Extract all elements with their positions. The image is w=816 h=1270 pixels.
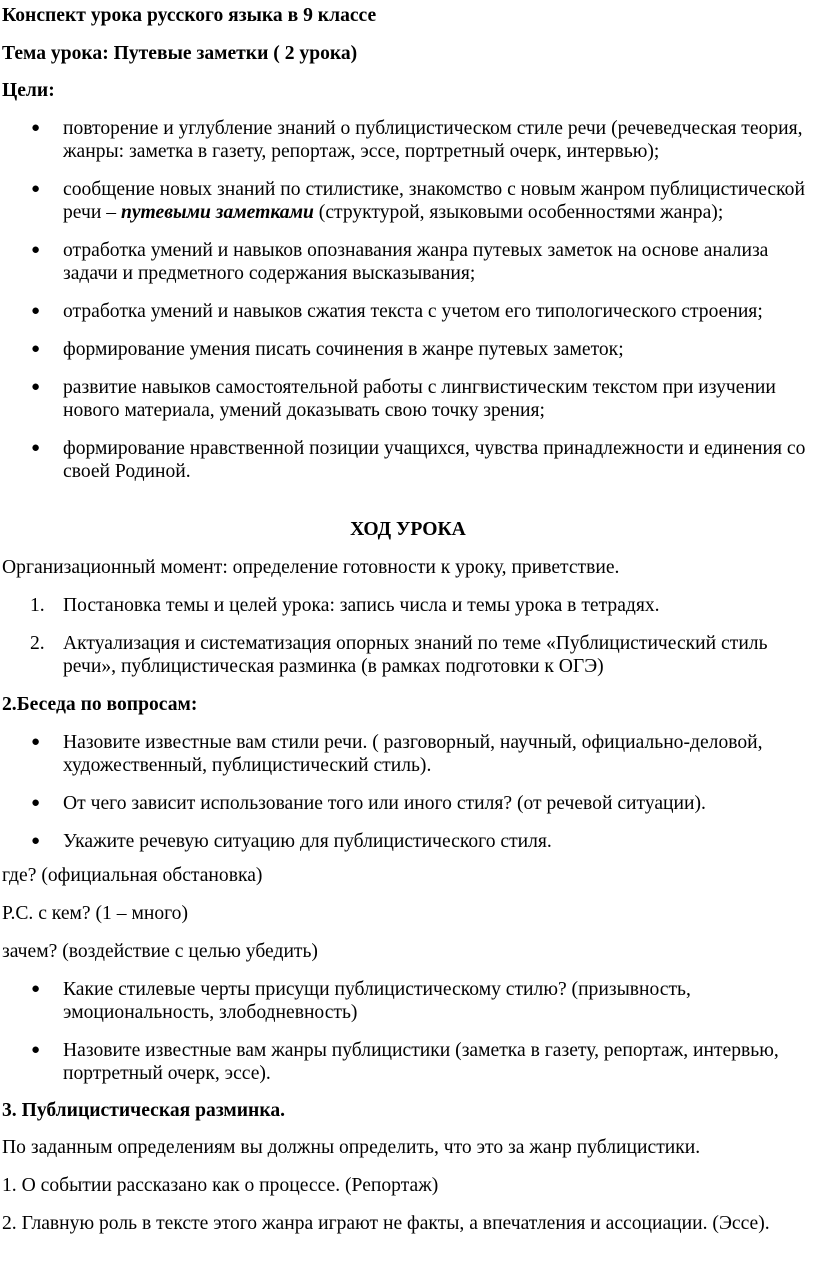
goals-heading: Цели: bbox=[2, 80, 55, 101]
doc-title: Конспект урока русского языка в 9 классе bbox=[2, 5, 377, 26]
step-text: Постановка темы и целей урока: запись числа и темы урока в тетрадях. bbox=[63, 595, 660, 616]
question-item bbox=[2, 731, 816, 777]
bullet-icon: ● bbox=[31, 440, 41, 456]
warmup-item: 1. О событии рассказано как о процессе. (Репортаж) bbox=[2, 1175, 439, 1196]
goal-emphasis: путевыми заметками bbox=[120, 202, 314, 223]
speech-where: где? (официальная обстановка) bbox=[2, 865, 263, 886]
goal-text: формирование умения писать сочинения в жанре путевых заметок; bbox=[63, 339, 624, 360]
course-heading: ХОД УРОКА bbox=[350, 519, 466, 540]
question-item bbox=[2, 830, 816, 853]
bullet-icon: ● bbox=[31, 833, 41, 849]
step-text: Актуализация и систематизация опорных знаний по теме «Публицистический стиль речи», публицистическая разминка (в рамках подготовки к ОГЭ) bbox=[63, 633, 768, 677]
goal-item bbox=[2, 239, 816, 285]
bullet-icon: ● bbox=[31, 981, 41, 997]
goal-text: формирование нравственной позиции учащихся, чувства принадлежности и единения со своей Родиной. bbox=[63, 438, 806, 482]
warmup-item: 2. Главную роль в тексте этого жанра играют не факты, а впечатления и ассоциации. (Эссе). bbox=[2, 1213, 770, 1234]
goal-text: развитие навыков самостоятельной работы с лингвистическим текстом при изучении нового материала, умений доказывать свою точку зрения; bbox=[63, 377, 776, 421]
question-item bbox=[2, 978, 816, 1024]
warmup-intro: По заданным определениям вы должны определить, что это за жанр публицистики. bbox=[2, 1137, 701, 1158]
question-text: Назовите известные вам жанры публицистики (заметка в газету, репортаж, интервью, портретный очерк, эссе). bbox=[63, 1040, 779, 1084]
step-number: 1. bbox=[30, 595, 45, 616]
question-text: Какие стилевые черты присущи публицистическому стилю? (призывность, эмоциональность, злободневность) bbox=[63, 979, 691, 1023]
warmup-heading: 3. Публицистическая разминка. bbox=[2, 1100, 286, 1121]
goal-text: отработка умений и навыков опознавания жанра путевых заметок на основе анализа задачи и предметного содержания высказывания; bbox=[63, 240, 769, 284]
bullet-icon: ● bbox=[31, 1042, 41, 1058]
goal-item bbox=[2, 178, 816, 224]
bullet-icon: ● bbox=[31, 341, 41, 357]
questions-list-a bbox=[2, 731, 816, 853]
conversation-heading: 2.Беседа по вопросам: bbox=[2, 694, 198, 715]
step-item bbox=[2, 594, 816, 617]
goal-text: отработка умений и навыков сжатия текста с учетом его типологического строения; bbox=[63, 301, 763, 322]
goal-item bbox=[2, 117, 816, 163]
goal-item bbox=[2, 300, 816, 323]
step-number: 2. bbox=[30, 633, 45, 654]
question-item bbox=[2, 1039, 816, 1085]
goal-item bbox=[2, 437, 816, 483]
steps-list bbox=[2, 594, 816, 678]
bullet-icon: ● bbox=[31, 795, 41, 811]
question-text: Назовите известные вам стили речи. ( разговорный, научный, официально-деловой, художественный, публицистический стиль). bbox=[63, 732, 763, 776]
goal-text: повторение и углубление знаний о публицистическом стиле речи (речеведческая теория, жанры: заметка в газету, репортаж, эссе, портретный очерк, интервью); bbox=[63, 118, 803, 162]
goal-text-after: (структурой, языковыми особенностями жанра); bbox=[313, 202, 724, 223]
bullet-icon: ● bbox=[31, 120, 41, 136]
bullet-icon: ● bbox=[31, 181, 41, 197]
lesson-topic: Тема урока: Путевые заметки ( 2 урока) bbox=[2, 43, 358, 64]
bullet-icon: ● bbox=[31, 734, 41, 750]
question-item bbox=[2, 792, 816, 815]
goal-item bbox=[2, 376, 816, 422]
bullet-icon: ● bbox=[31, 379, 41, 395]
speech-why: зачем? (воздействие с целью убедить) bbox=[2, 941, 318, 962]
goals-list bbox=[2, 117, 816, 483]
goal-item bbox=[2, 338, 816, 361]
speech-with-whom: Р.С. с кем? (1 – много) bbox=[2, 903, 188, 924]
bullet-icon: ● bbox=[31, 242, 41, 258]
questions-list-b bbox=[2, 978, 816, 1085]
goal-text-before: сообщение новых знаний по стилистике, знакомство с новым жанром публицистической речи – bbox=[63, 179, 805, 223]
question-text: Укажите речевую ситуацию для публицистического стиля. bbox=[63, 831, 552, 852]
bullet-icon: ● bbox=[31, 303, 41, 319]
org-moment: Организационный момент: определение готовности к уроку, приветствие. bbox=[2, 557, 620, 578]
step-item bbox=[2, 632, 816, 678]
question-text: От чего зависит использование того или иного стиля? (от речевой ситуации). bbox=[63, 793, 706, 814]
